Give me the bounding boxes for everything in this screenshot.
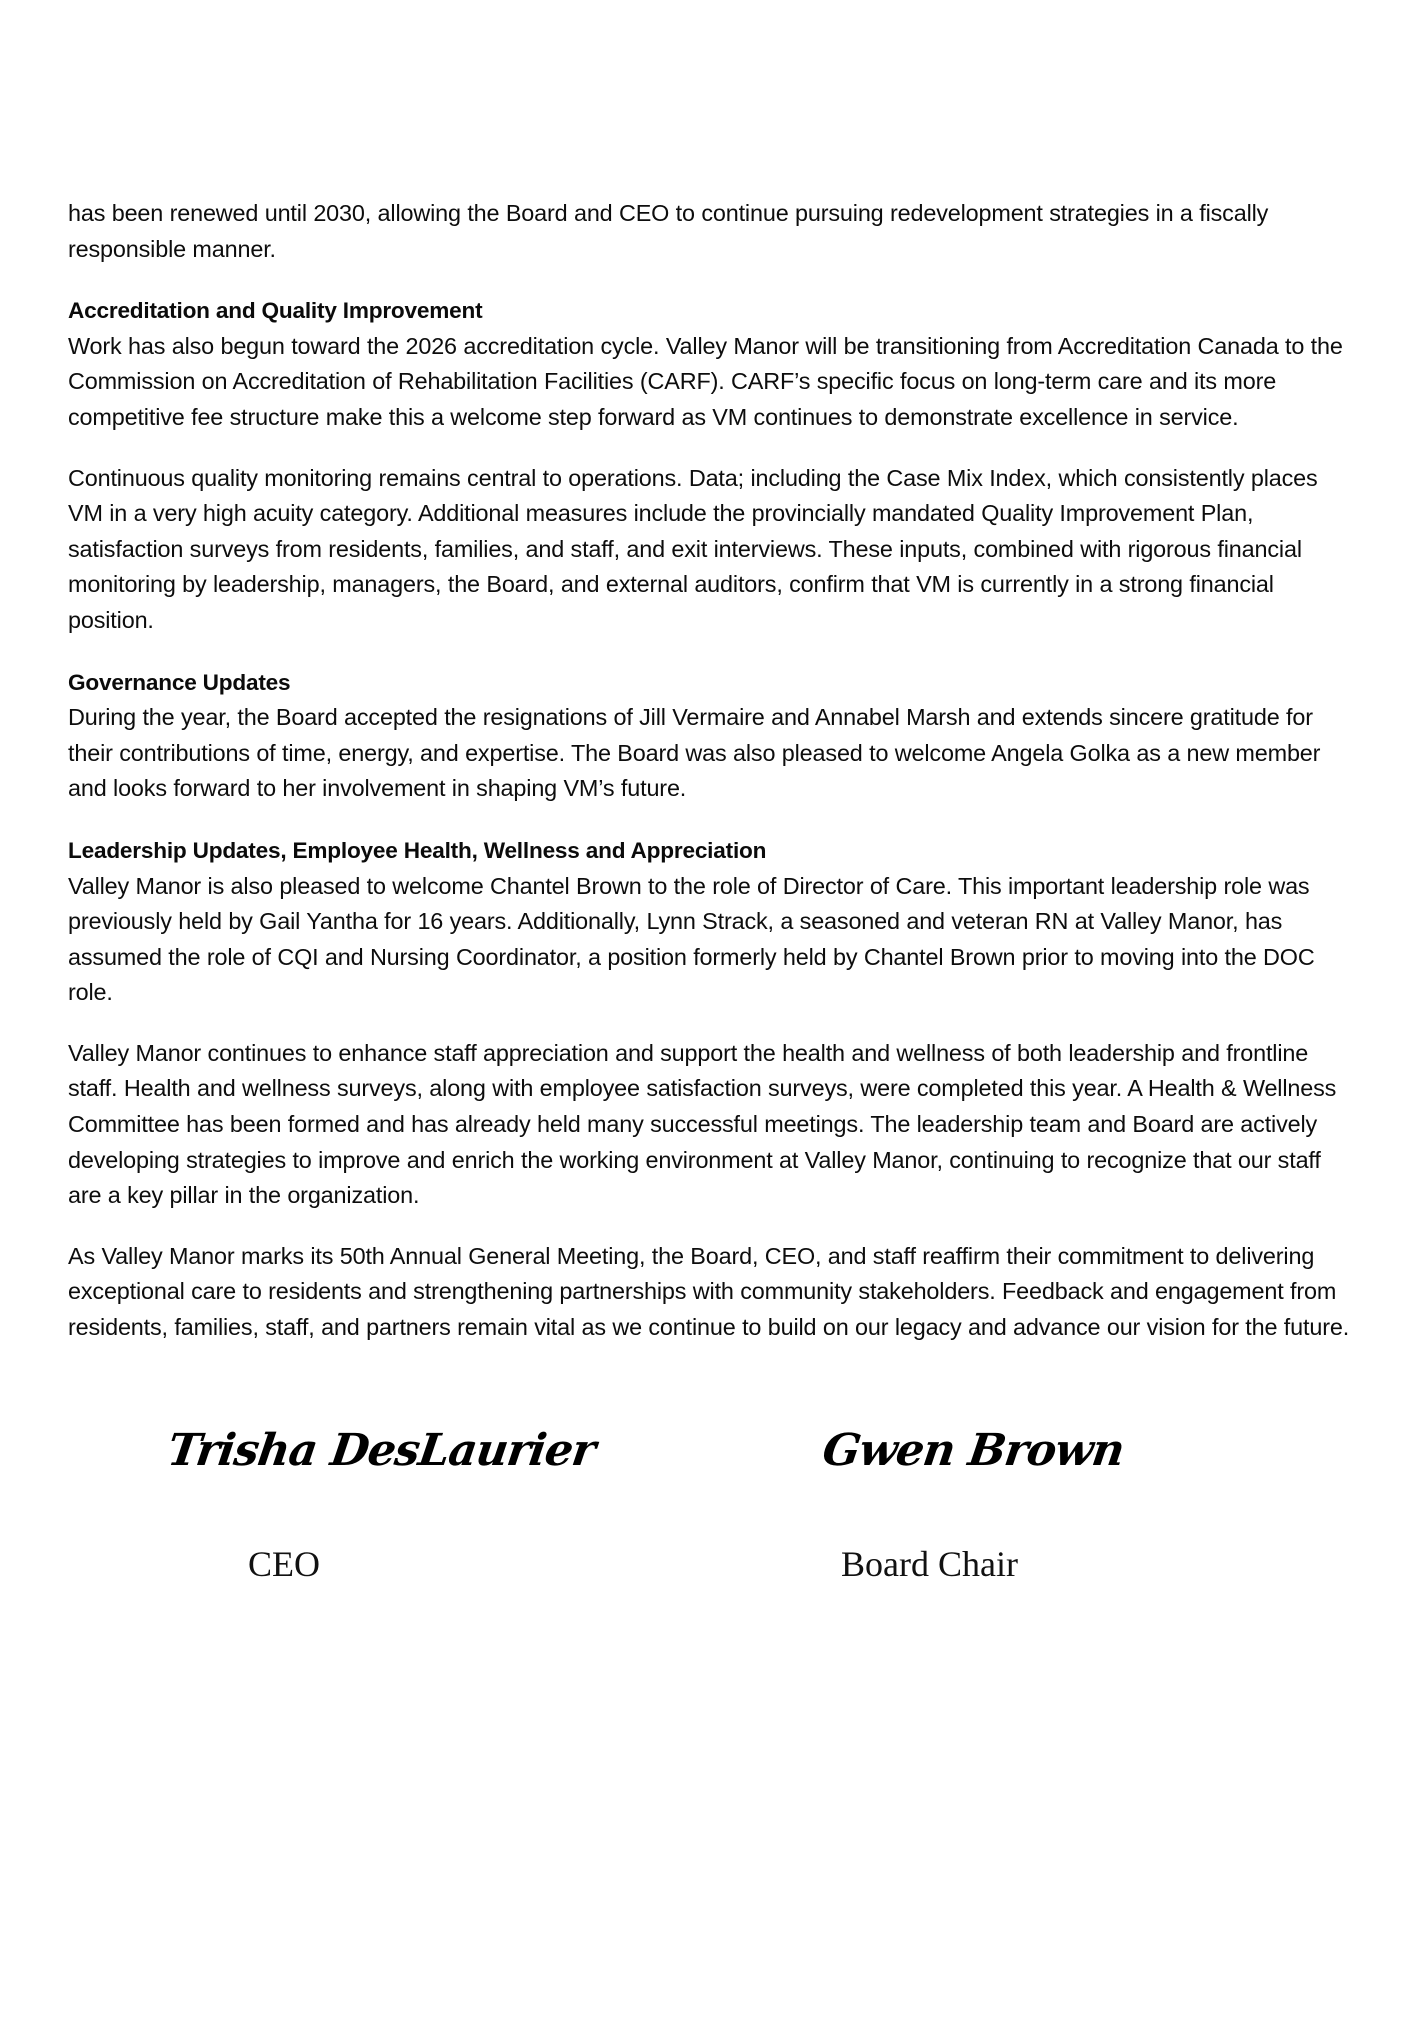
section-paragraph-governance-1: During the year, the Board accepted the resignations of Jill Vermaire and Annabel Marsh and extends sincere gratitude for their contributions of time, energy, and expertise. The Board was also pleased to welcome Angela Golka as a new member and looks forward to her involvement in shaping VM’s future. xyxy=(68,704,1321,802)
section-heading-leadership: Leadership Updates, Employee Health, Wellness and Appreciation xyxy=(68,837,767,863)
signature-board-chair: Gwen Brown xyxy=(819,1425,1127,1476)
signature-role-ceo: CEO xyxy=(248,1544,320,1584)
document-body xyxy=(68,196,1356,1371)
signature-block xyxy=(68,1425,1356,1685)
section-paragraph-leadership-3: As Valley Manor marks its 50th Annual General Meeting, the Board, CEO, and staff reaffirm their commitment to delivering exceptional care to residents and strengthening partnerships with community stakeholders. Feedback and engagement from residents, families, staff, and partners remain vital as we continue to build on our legacy and advance our vision for the future. xyxy=(68,1242,1350,1341)
signature-row xyxy=(68,1425,1356,1584)
section-paragraph-leadership-1: Valley Manor is also pleased to welcome Chantel Brown to the role of Director of Care. This important leadership role was previously held by Gail Yantha for 16 years. Additionally, Lynn Strack, a seasoned and veteran RN at Valley Manor, has assumed the role of CQI and Nursing Coordinator, a position formerly held by Chantel Brown prior to moving into the DOC role. xyxy=(68,872,1315,1006)
section-paragraph-accreditation-1: Work has also begun toward the 2026 accreditation cycle. Valley Manor will be transitioning from Accreditation Canada to the Commission on Accreditation of Rehabilitation Facilities (CARF). CARF’s specific focus on long-term care and its more competitive fee structure make this a welcome step forward as VM continues to demonstrate excellence in service. xyxy=(68,332,1343,430)
signature-ceo: Trisha DesLaurier xyxy=(164,1425,599,1476)
section-heading-governance: Governance Updates xyxy=(68,669,291,695)
section-paragraph-accreditation-2: Continuous quality monitoring remains central to operations. Data; including the Case Mix Index, which consistently places VM in a very high acuity category. Additional measures include the provincially mandated Quality Improvement Plan, satisfaction surveys from residents, families, and staff, and exit interviews. These inputs, combined with rigorous financial monitoring by leadership, managers, the Board, and external auditors, confirm that VM is currently in a strong financial position. xyxy=(68,464,1318,633)
section-paragraph-leadership-2: Valley Manor continues to enhance staff appreciation and support the health and wellness of both leadership and frontline staff. Health and wellness surveys, along with employee satisfaction surveys, were completed this year. A Health & Wellness Committee has been formed and has already held many successful meetings. The leadership team and Board are actively developing strategies to improve and enrich the working environment at Valley Manor, continuing to recognize that our staff are a key pillar in the organization. xyxy=(68,1039,1337,1209)
section-heading-accreditation: Accreditation and Quality Improvement xyxy=(68,298,483,324)
continuation-paragraph: has been renewed until 2030, allowing the Board and CEO to continue pursuing redevelopment strategies in a fiscally responsible manner. xyxy=(68,200,1269,262)
signature-role-board-chair: Board Chair xyxy=(841,1544,1018,1584)
